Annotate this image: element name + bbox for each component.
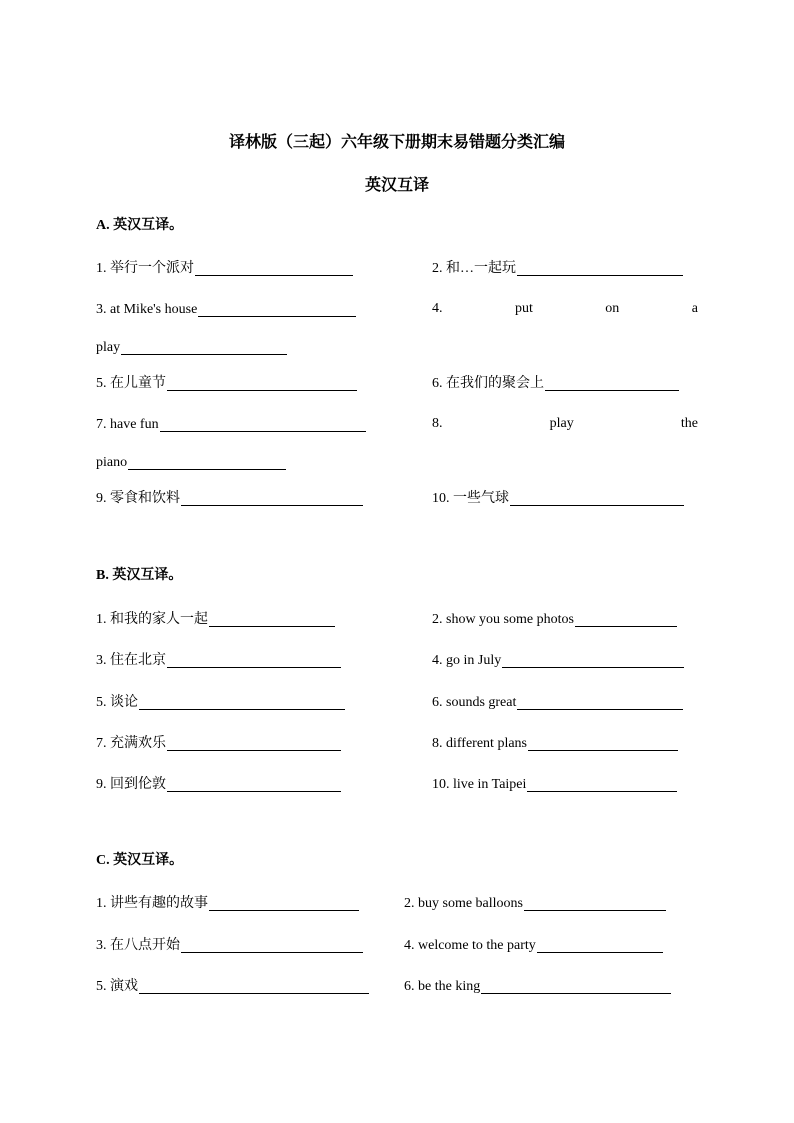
answer-line xyxy=(167,653,341,668)
question-a8-text-cont: piano xyxy=(96,455,128,470)
answer-line xyxy=(524,896,666,911)
question-b7 xyxy=(96,736,341,751)
answer-line xyxy=(167,777,341,792)
question-a7-text: 7. have fun xyxy=(96,417,159,432)
question-c1-text: 1. 讲些有趣的故事 xyxy=(96,896,208,911)
question-b6-text: 6. sounds great xyxy=(432,695,517,710)
page-subtitle: 英汉互译 xyxy=(364,177,429,194)
answer-line xyxy=(517,261,683,276)
question-a8-word: the xyxy=(680,416,698,431)
question-b4 xyxy=(432,653,684,668)
answer-line xyxy=(502,653,684,668)
question-a4-continued xyxy=(96,340,287,355)
question-a10-text: 10. 一些气球 xyxy=(432,491,509,506)
answer-line xyxy=(128,455,286,470)
question-b5 xyxy=(96,695,345,710)
question-a8-word: play xyxy=(549,416,574,431)
question-c5-text: 5. 演戏 xyxy=(96,979,138,994)
answer-line xyxy=(575,612,677,627)
question-b2-text: 2. show you some photos xyxy=(432,612,574,627)
question-c4-text: 4. welcome to the party xyxy=(404,938,536,953)
question-c2 xyxy=(404,896,666,911)
answer-line xyxy=(139,695,345,710)
question-c6-text: 6. be the king xyxy=(404,979,481,994)
question-c3-text: 3. 在八点开始 xyxy=(96,938,180,953)
question-b3 xyxy=(96,653,341,668)
question-b2 xyxy=(432,612,677,627)
question-b8 xyxy=(432,736,678,751)
question-b5-text: 5. 谈论 xyxy=(96,695,138,710)
answer-line xyxy=(517,695,683,710)
question-b4-text: 4. go in July xyxy=(432,653,502,668)
answer-line xyxy=(167,376,357,391)
question-a3 xyxy=(96,302,356,317)
question-b9-text: 9. 回到伦敦 xyxy=(96,777,166,792)
question-a4 xyxy=(432,302,698,316)
question-b7-text: 7. 充满欢乐 xyxy=(96,736,166,751)
answer-line xyxy=(527,777,677,792)
question-b6 xyxy=(432,695,683,710)
question-a8-continued xyxy=(96,455,286,470)
answer-line xyxy=(181,938,363,953)
question-c1 xyxy=(96,896,359,911)
answer-line xyxy=(167,736,341,751)
question-a5-text: 5. 在儿童节 xyxy=(96,376,166,391)
question-a4-text-cont: play xyxy=(96,340,121,355)
question-a8-word: 8. xyxy=(432,416,443,431)
section-b-heading: B. 英汉互译。 xyxy=(96,568,183,583)
question-b1 xyxy=(96,612,335,627)
page-title: 译林版（三起）六年级下册期末易错题分类汇编 xyxy=(228,134,565,151)
question-a9 xyxy=(96,491,363,506)
question-b1-text: 1. 和我的家人一起 xyxy=(96,612,208,627)
question-c5 xyxy=(96,979,369,994)
answer-line xyxy=(537,938,663,953)
question-a1 xyxy=(96,261,353,276)
answer-line xyxy=(209,612,335,627)
question-c2-text: 2. buy some balloons xyxy=(404,896,523,911)
section-c-heading: C. 英汉互译。 xyxy=(96,853,184,868)
answer-line xyxy=(528,736,678,751)
question-c6 xyxy=(404,979,671,994)
question-a4-word: on xyxy=(605,301,620,316)
question-a8 xyxy=(432,417,698,431)
question-a10 xyxy=(432,491,684,506)
question-b10 xyxy=(432,777,677,792)
question-c4 xyxy=(404,938,663,953)
question-b3-text: 3. 住在北京 xyxy=(96,653,166,668)
question-b10-text: 10. live in Taipei xyxy=(432,777,527,792)
question-b8-text: 8. different plans xyxy=(432,736,527,751)
question-a9-text: 9. 零食和饮料 xyxy=(96,491,180,506)
question-a4-word: put xyxy=(514,301,533,316)
answer-line xyxy=(139,979,369,994)
question-a7 xyxy=(96,417,366,432)
answer-line xyxy=(481,979,671,994)
answer-line xyxy=(209,896,359,911)
question-a6 xyxy=(432,376,679,391)
question-a2 xyxy=(432,261,683,276)
question-a3-text: 3. at Mike's house xyxy=(96,302,198,317)
answer-line xyxy=(195,261,353,276)
question-b9 xyxy=(96,777,341,792)
question-a6-text: 6. 在我们的聚会上 xyxy=(432,376,544,391)
answer-line xyxy=(181,491,363,506)
answer-line xyxy=(160,417,366,432)
answer-line xyxy=(198,302,356,317)
section-a-heading: A. 英汉互译。 xyxy=(96,218,184,233)
question-a4-word: a xyxy=(691,301,698,316)
answer-line xyxy=(510,491,684,506)
question-a5 xyxy=(96,376,357,391)
question-c3 xyxy=(96,938,363,953)
question-a4-word: 4. xyxy=(432,301,443,316)
answer-line xyxy=(545,376,679,391)
question-a1-text: 1. 举行一个派对 xyxy=(96,261,194,276)
question-a2-text: 2. 和…一起玩 xyxy=(432,261,516,276)
answer-line xyxy=(121,340,287,355)
